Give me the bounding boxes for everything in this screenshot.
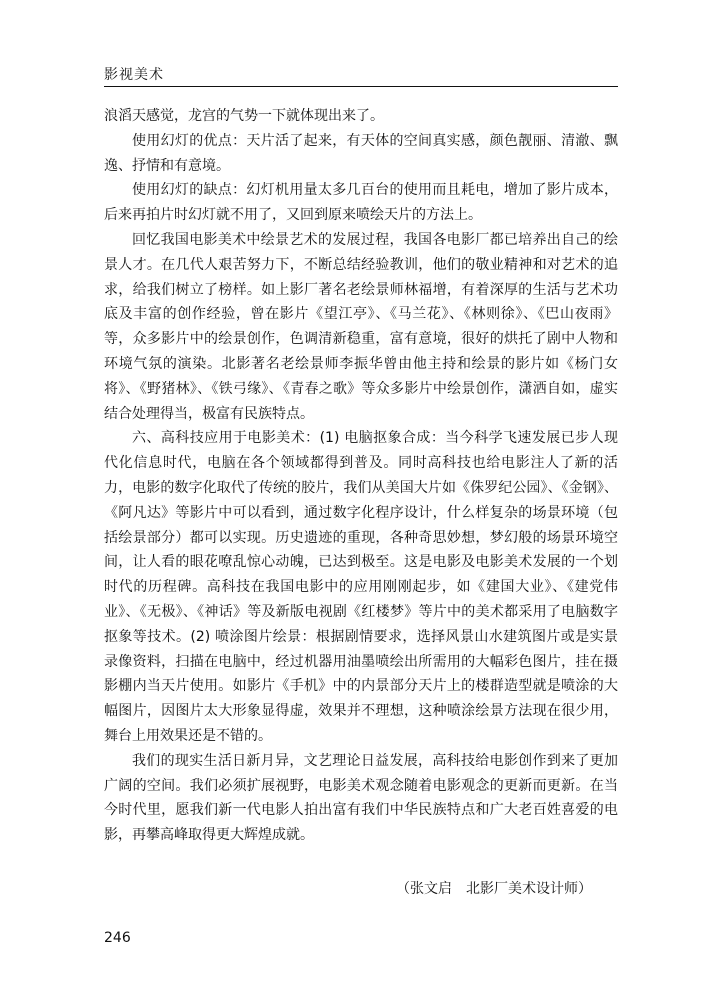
page-header-title: 影视美术 xyxy=(104,67,164,83)
page-number: 246 xyxy=(104,930,131,946)
author-signature: （张文启 北影厂美术设计师） xyxy=(396,881,592,897)
paragraph-1: 浪滔天感觉，龙宫的气势一下就体现出来了。 xyxy=(104,108,384,124)
header-divider xyxy=(104,86,618,87)
paragraph-5: 六、高科技应用于电影美术：(1) 电脑抠象合成：当今科学飞速发展已步人现代化信息时代，电脑在各个领域都得到普及。同时高科技也给电影注人了新的活力，电影的数字化取代了传统的胶片，我们从美国大片如《侏罗纪公园》、《金钢》、《阿凡达》等影片中可以看到，通过数字化程序设计，什么样复杂的场景环境（包括绘景部分）都可以实现。历史遗迹的重现，各种奇思妙想，梦幻般的场景环境空间，让人看的眼花嘹乱惊心动魄，已达到极至。这是电影及电影美术发展的一个划时代的历程碑。高科技在我国电影中的应用刚刚起步，如《建国大业》、《建党伟业》、《无极》、《神话》等及新版电视剧《红楼梦》等片中的美术都采用了电脑数字抠象等技术。(2) 喷涂图片绘景：根据剧情要求，选择风景山水建筑图片或是实景录像资料，扫描在电脑中，经过机器用油墨喷绘出所需用的大幅彩色图片，挂在摄影棚内当天片使用。如影片《手机》中的内景部分天片上的楼群造型就是喷涂的大幅图片，因图片太大形象显得虚，效果并不理想，这种喷涂绘景方法现在很少用，舞台上用效果还是不错的。 xyxy=(104,430,618,744)
paragraph-4: 回忆我国电影美术中绘景艺术的发展过程，我国各电影厂都已培养出自己的绘景人才。在几代人艰苦努力下，不断总结经验教训，他们的敬业精神和对艺术的追求，给我们树立了榜样。如上影厂著名老绘景师林福增，有着深厚的生活与艺术功底及丰富的创作经验，曾在影片《望江亭》、《马兰花》、《林则徐》、《巴山夜雨》等，众多影片中的绘景创作，色调清新稳重，富有意境，很好的烘托了剧中人物和环境气氛的演染。北影著名老绘景师李振华曾由他主持和绘景的影片如《杨门女将》、《野猪林》、《铁弓缘》、《青春之歌》等众多影片中绘景创作，潇洒自如，虚实结合处理得当，极富有民族特点。 xyxy=(104,231,618,422)
paragraph-2: 使用幻灯的优点：天片活了起来，有天体的空间真实感，颜色靓丽、清澈、飘逸、抒情和有意境。 xyxy=(104,132,618,174)
paragraph-3: 使用幻灯的缺点：幻灯机用量太多几百台的使用而且耗电，增加了影片成本，后来再拍片时幻灯就不用了，又回到原来喷绘天片的方法上。 xyxy=(104,182,618,224)
paragraph-6: 我们的现实生活日新月异，文艺理论日益发展，高科技给电影创作到来了更加广阔的空间。我们必须扩展视野，电影美术观念随着电影观念的更新而更新。在当今时代里，愿我们新一代电影人拍出富有我们中华民族特点和广大老百姓喜爱的电影，再攀高峰取得更大辉煌成就。 xyxy=(104,752,618,844)
body-text xyxy=(104,104,618,848)
